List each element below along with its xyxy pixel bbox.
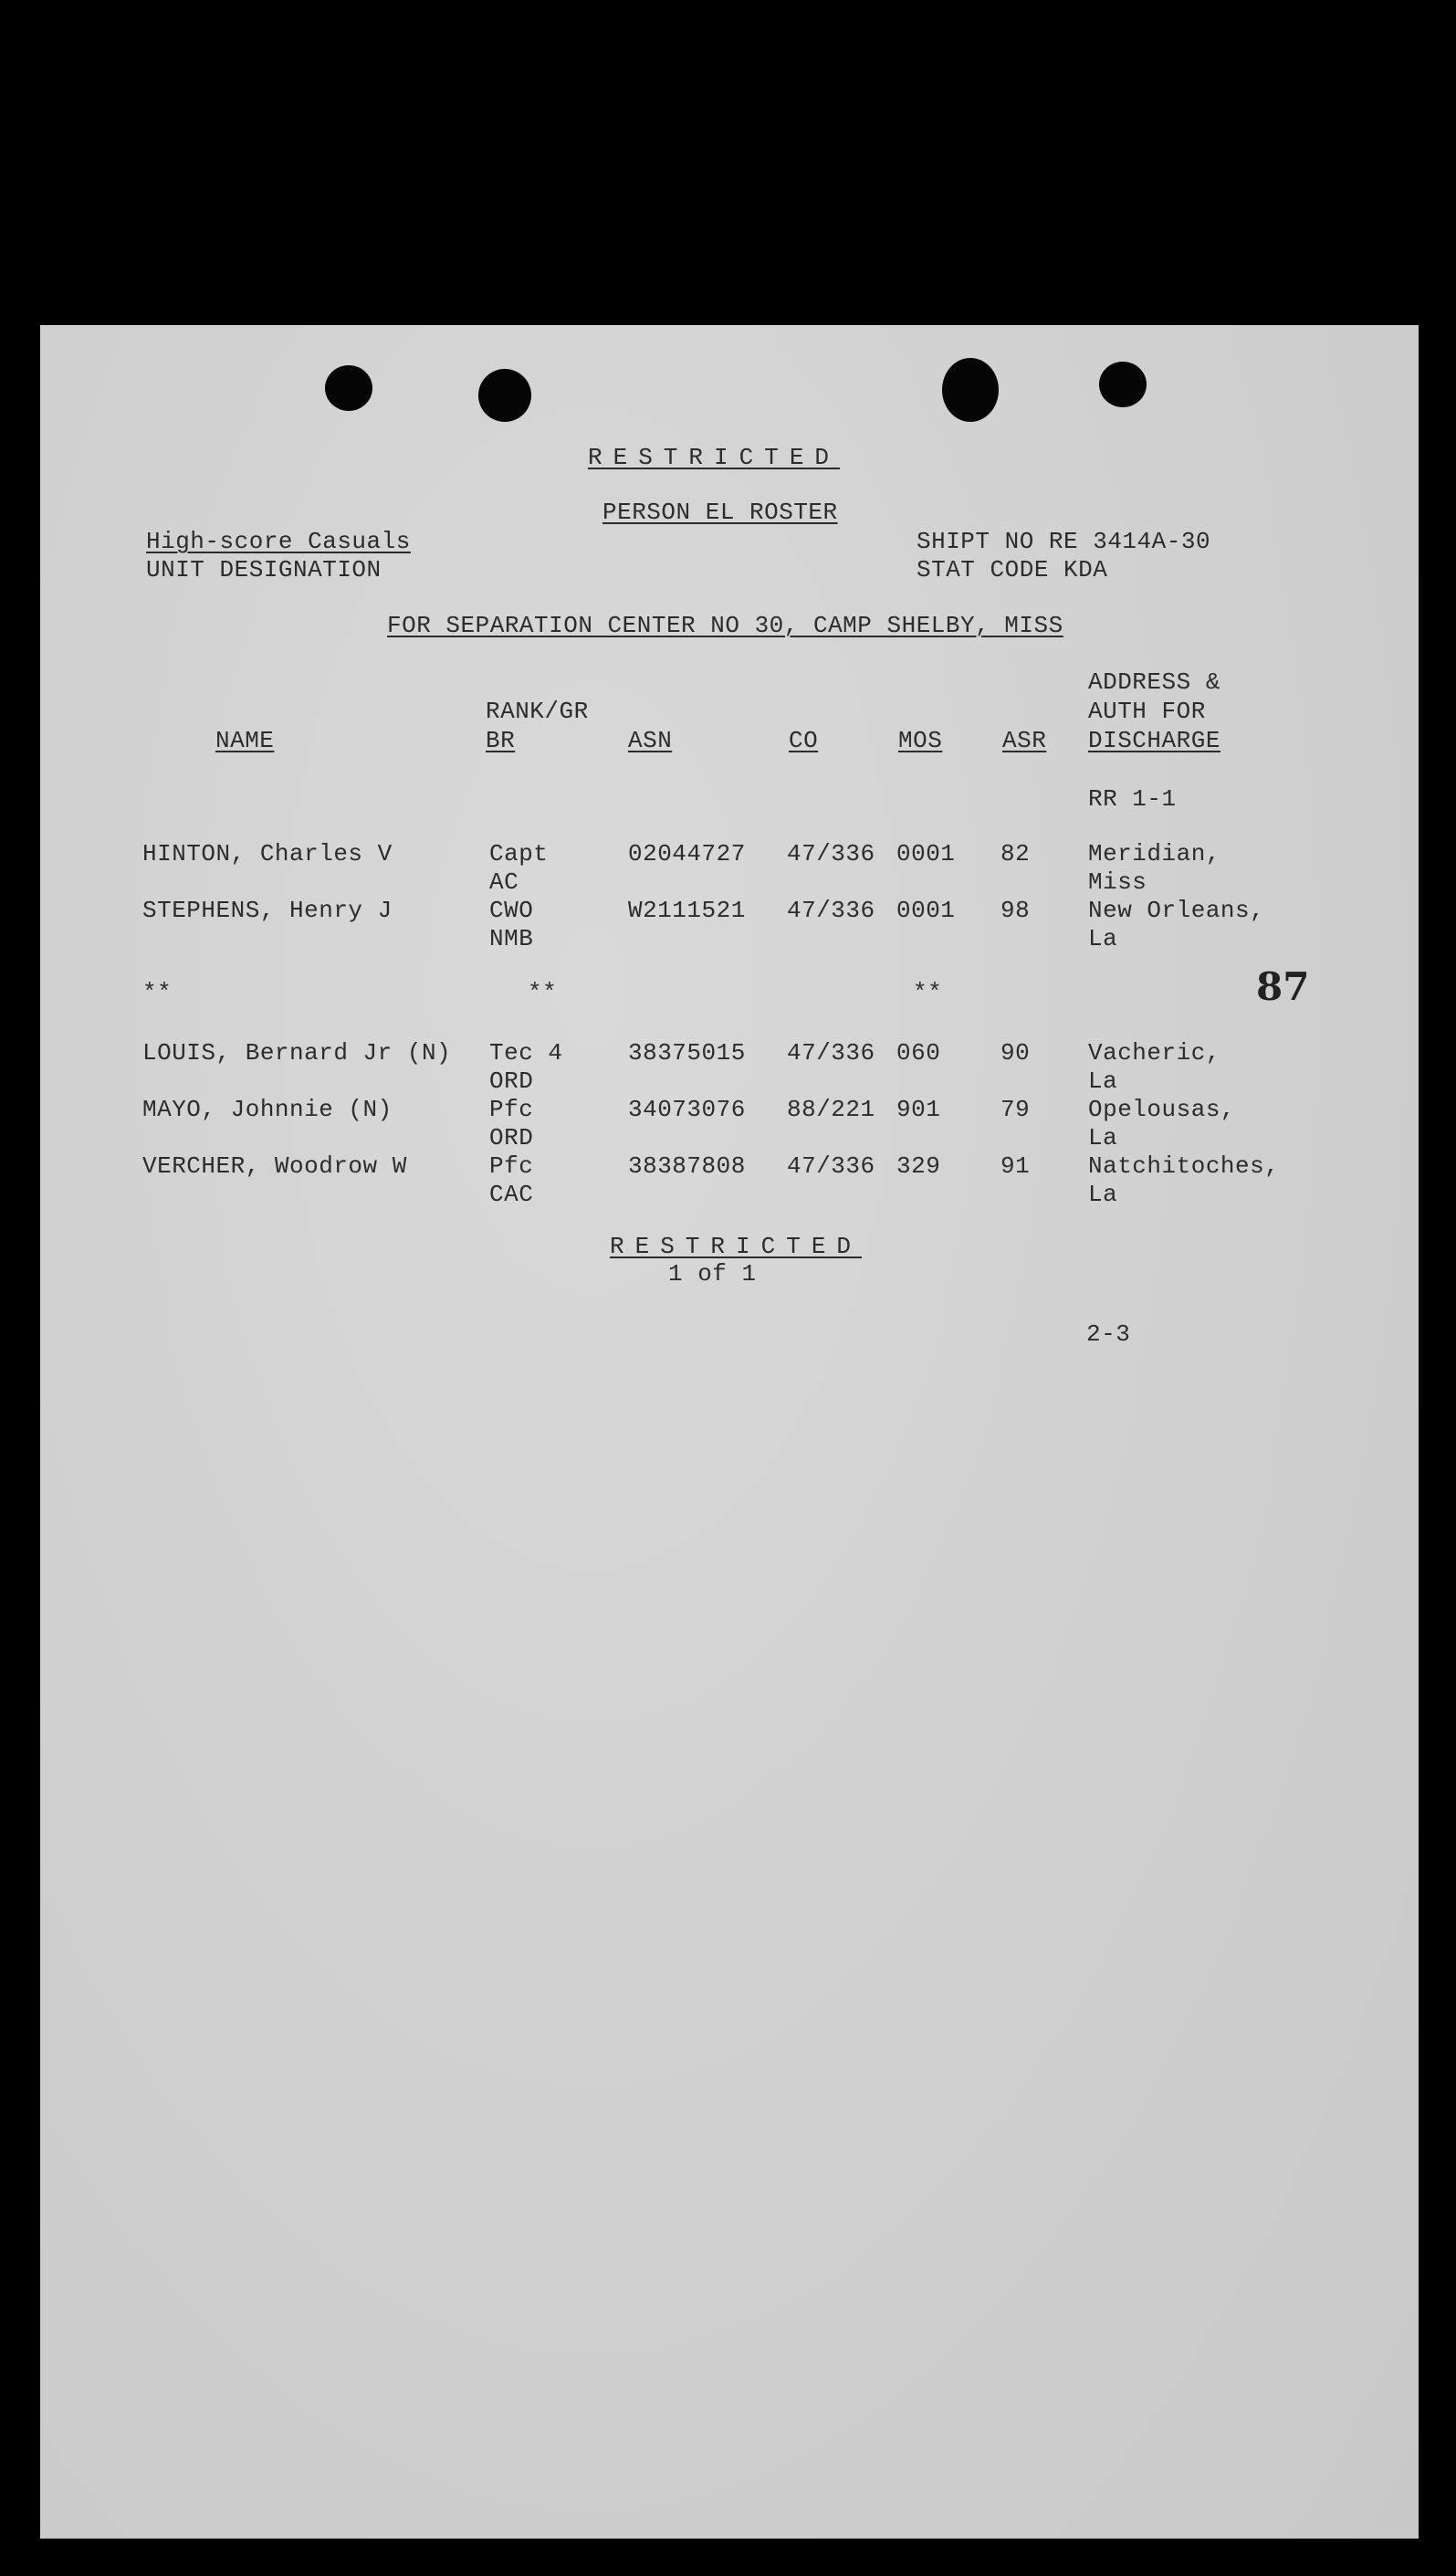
row-branch: ORD [489,1124,534,1151]
separator-mark: ** [913,979,943,1006]
row-asn: 38375015 [628,1039,746,1067]
punch-hole [1099,362,1147,407]
row-state: La [1088,1067,1118,1095]
unit-name: High-score Casuals [146,528,411,555]
row-rank: Capt [489,840,549,867]
row-asn: W2111521 [628,897,746,924]
column-co: CO [789,727,819,754]
row-co: 47/336 [787,1039,875,1067]
row-co: 47/336 [787,897,875,924]
row-asn: 02044727 [628,840,746,867]
row-branch: AC [489,868,519,896]
row-name: MAYO, Johnnie (N) [142,1096,393,1123]
row-asr: 79 [1000,1096,1031,1123]
row-city: Vacheric, [1088,1039,1220,1067]
punch-hole [942,358,999,422]
row-rank: Tec 4 [489,1039,563,1067]
page-count: 1 of 1 [668,1260,757,1288]
column-name: NAME [215,727,275,754]
column-asn: ASN [628,727,673,754]
row-rank: Pfc [489,1152,534,1180]
row-name: HINTON, Charles V [142,840,393,867]
row-state: La [1088,1181,1118,1208]
separator-mark: ** [528,979,558,1006]
row-name: VERCHER, Woodrow W [142,1152,407,1180]
roster-title: PERSON EL ROSTER [602,499,838,526]
row-asr: 90 [1000,1039,1031,1067]
destination-line: FOR SEPARATION CENTER NO 30, CAMP SHELBY, MISS [387,612,1063,639]
row-state: La [1088,1124,1118,1151]
row-name: LOUIS, Bernard Jr (N) [142,1039,452,1067]
row-city: Opelousas, [1088,1096,1236,1123]
document-ref: 2-3 [1086,1320,1131,1348]
classification-footer: RESTRICTED [610,1233,863,1260]
column-rank-label: RANK/GR [486,698,589,725]
row-rank: CWO [489,897,534,924]
column-mos: MOS [898,727,943,754]
column-rank-branch: BR [486,727,516,754]
row-asr: 91 [1000,1152,1031,1180]
document-page [40,325,1419,2539]
row-city: New Orleans, [1088,897,1265,924]
column-discharge: DISCHARGE [1088,727,1220,754]
row-branch: NMB [489,925,534,952]
unit-designation-label: UNIT DESIGNATION [146,556,382,584]
punch-hole [478,369,531,422]
row-asr: 82 [1000,840,1031,867]
row-mos: 0001 [896,840,956,867]
row-co: 88/221 [787,1096,875,1123]
row-branch: CAC [489,1181,534,1208]
page-stamp-number: 87 [1256,964,1310,1009]
row-state: La [1088,925,1118,952]
row-state: Miss [1088,868,1147,896]
row-mos: 060 [896,1039,941,1067]
row-rank: Pfc [489,1096,534,1123]
row-mos: 329 [896,1152,941,1180]
row-co: 47/336 [787,1152,875,1180]
shipment-number: SHIPT NO RE 3414A-30 [917,528,1211,555]
row-asr: 98 [1000,897,1031,924]
row-city: Natchitoches, [1088,1152,1280,1180]
column-auth: AUTH FOR [1088,698,1206,725]
stat-code: STAT CODE KDA [917,556,1108,584]
row-asn: 34073076 [628,1096,746,1123]
classification-header: RESTRICTED [588,444,841,471]
row-branch: ORD [489,1067,534,1095]
column-asr: ASR [1002,727,1047,754]
row-name: STEPHENS, Henry J [142,897,393,924]
row-city: Meridian, [1088,840,1220,867]
row-co: 47/336 [787,840,875,867]
row-mos: 901 [896,1096,941,1123]
column-address: ADDRESS & [1088,668,1220,696]
separator-mark: ** [142,979,173,1006]
row-mos: 0001 [896,897,956,924]
discharge-authority: RR 1-1 [1088,785,1177,813]
punch-hole [325,365,372,411]
row-asn: 38387808 [628,1152,746,1180]
